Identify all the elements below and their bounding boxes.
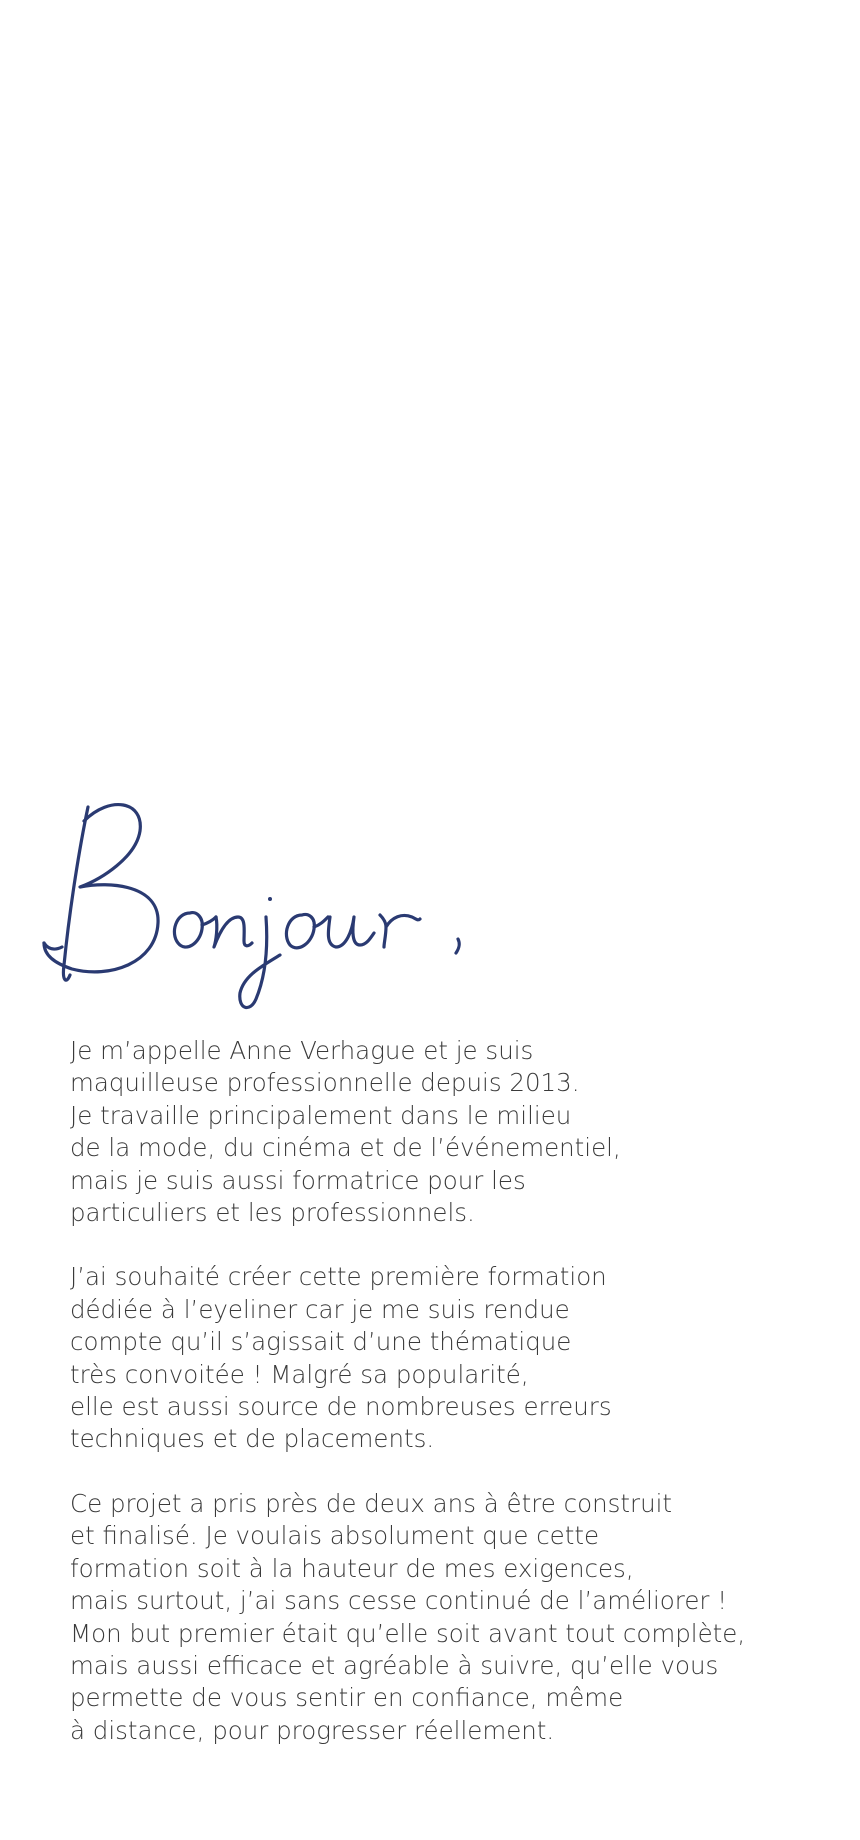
comma: [456, 939, 459, 953]
text-line: Ce projet a pris près de deux ans à être construit: [70, 1488, 673, 1518]
letter-b-stem: [63, 807, 88, 980]
text-line: mais surtout, j’ai sans cesse continué de l’améliorer !: [70, 1586, 728, 1616]
text-line: dédiée à l’eyeliner car je me suis rendue: [70, 1294, 570, 1324]
letter-u: [328, 917, 374, 947]
text-line: maquilleuse professionnelle depuis 2013.: [70, 1068, 580, 1098]
letter-r: [380, 915, 420, 947]
letter-o: [174, 913, 202, 947]
letter-j-dot: [268, 897, 272, 901]
text-line: et finalisé. Je voulais absolument que cette: [70, 1521, 600, 1551]
letter-o-2: [286, 915, 314, 948]
text-line: Mon but premier était qu’elle soit avant tout complète,: [70, 1618, 746, 1648]
text-line: mais aussi efficace et agréable à suivre, qu’elle vous: [70, 1650, 719, 1680]
text-line: J’ai souhaité créer cette première formation: [70, 1262, 607, 1292]
text-line: techniques et de placements.: [70, 1424, 435, 1454]
text-line: particuliers et les professionnels.: [70, 1198, 475, 1228]
greeting-script-lettering: [40, 795, 500, 1015]
text-line: Je travaille principalement dans le milieu: [70, 1100, 572, 1130]
text-line: compte qu’il s’agissait d’une thématique: [70, 1327, 572, 1357]
paragraph-2: [70, 1261, 830, 1455]
letter-o-link: [202, 917, 216, 925]
text-line: très convoitée ! Malgré sa popularité,: [70, 1359, 529, 1389]
paragraph-3: [70, 1488, 830, 1747]
text-line: mais je suis aussi formatrice pour les: [70, 1165, 526, 1195]
letter-b-swash: [44, 943, 62, 949]
letter-o-2-link: [314, 917, 328, 927]
paragraph-1: [70, 1035, 830, 1229]
text-line: permette de vous sentir en confiance, même: [70, 1683, 624, 1713]
greeting-text: Bonjour,: [40, 795, 45, 796]
text-line: Je m’appelle Anne Verhague et je suis: [70, 1036, 534, 1065]
greeting-heading: [40, 795, 500, 1015]
intro-text: [70, 1035, 830, 1779]
text-line: formation soit à la hauteur de mes exigences,: [70, 1553, 634, 1583]
letter-n: [214, 917, 252, 947]
text-line: de la mode, du cinéma et de l’événementiel,: [70, 1133, 621, 1163]
text-line: elle est aussi source de nombreuses erreurs: [70, 1392, 612, 1422]
text-line: à distance, pour progresser réellement.: [70, 1715, 555, 1745]
letter-j: [240, 917, 280, 1008]
